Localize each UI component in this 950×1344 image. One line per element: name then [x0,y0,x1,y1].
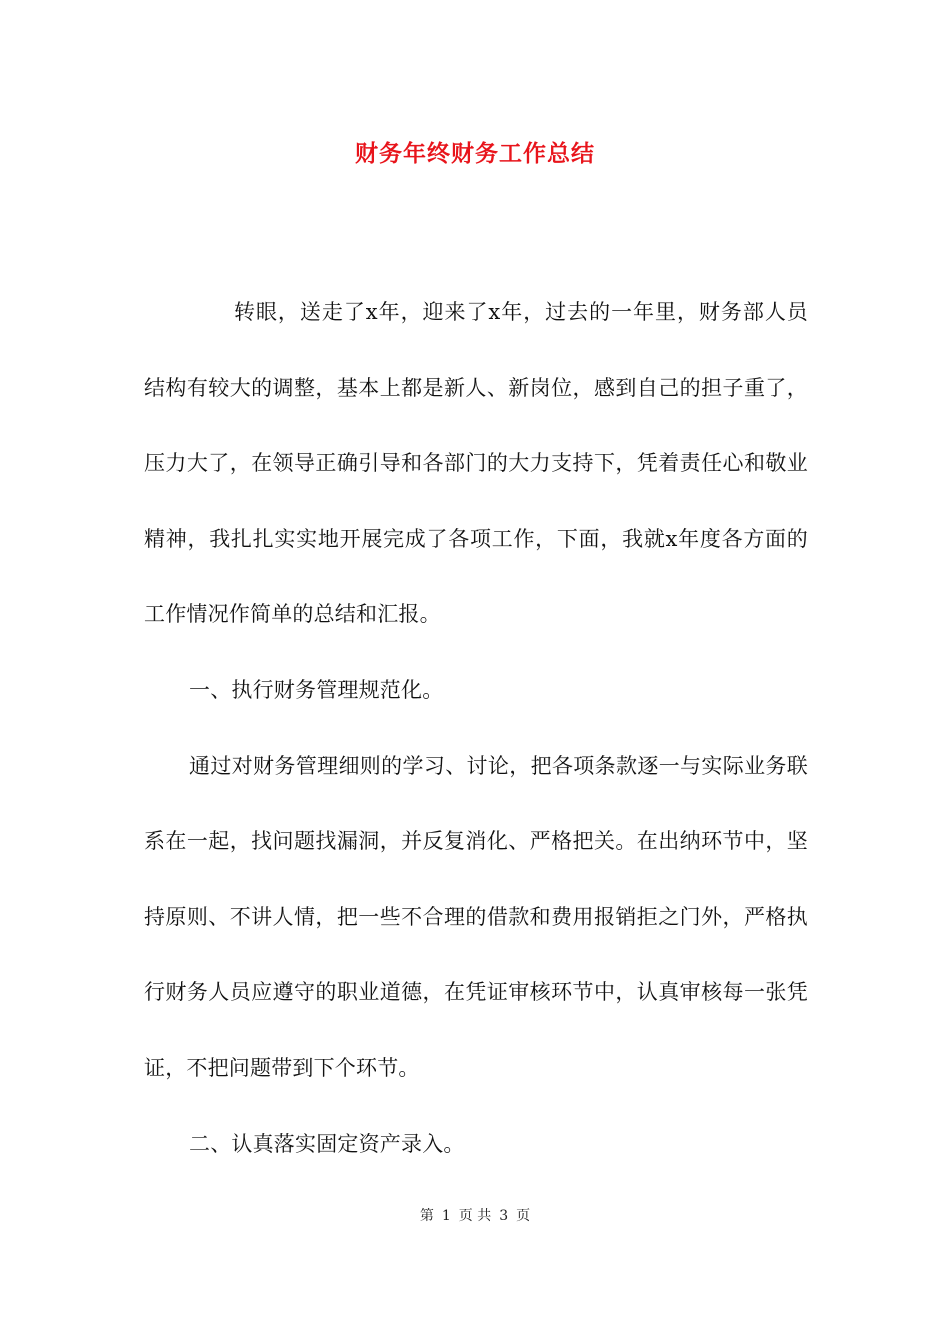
paragraph-section-1: 通过对财务管理细则的学习、讨论，把各项条款逐一与实际业务联系在一起，找问题找漏洞，并反复消化、严格把关。在出纳环节中，坚持原则、不讲人情，把一些不合理的借款和费用报销拒之门外，严格执行财务人员应遵守的职业道德，在凭证审核环节中，认真审核每一张凭证，不把问题带到下个环节。 [144,753,808,1080]
footer-prefix: 第 [419,1208,434,1224]
page-footer [0,1206,950,1226]
document-body [144,275,808,1182]
footer-suffix: 页 [516,1208,531,1224]
footer-total-pages: 3 [499,1208,509,1224]
section-heading-2: 二、认真落实固定资产录入。 [189,1131,465,1156]
document-title: 财务年终财务工作总结 [355,141,595,167]
paragraph-intro: 转眼，送走了x年，迎来了x年，过去的一年里，财务部人员结构有较大的调整，基本上都是新人、新岗位，感到自己的担子重了，压力大了，在领导正确引导和各部门的大力支持下，凭着责任心和敬业精神，我扎扎实实地开展完成了各项工作，下面，我就x年度各方面的工作情况作简单的总结和汇报。 [144,300,808,627]
footer-mid: 页 共 [458,1208,492,1224]
footer-current-page: 1 [441,1208,451,1224]
section-heading-1: 一、执行财务管理规范化。 [189,677,444,702]
